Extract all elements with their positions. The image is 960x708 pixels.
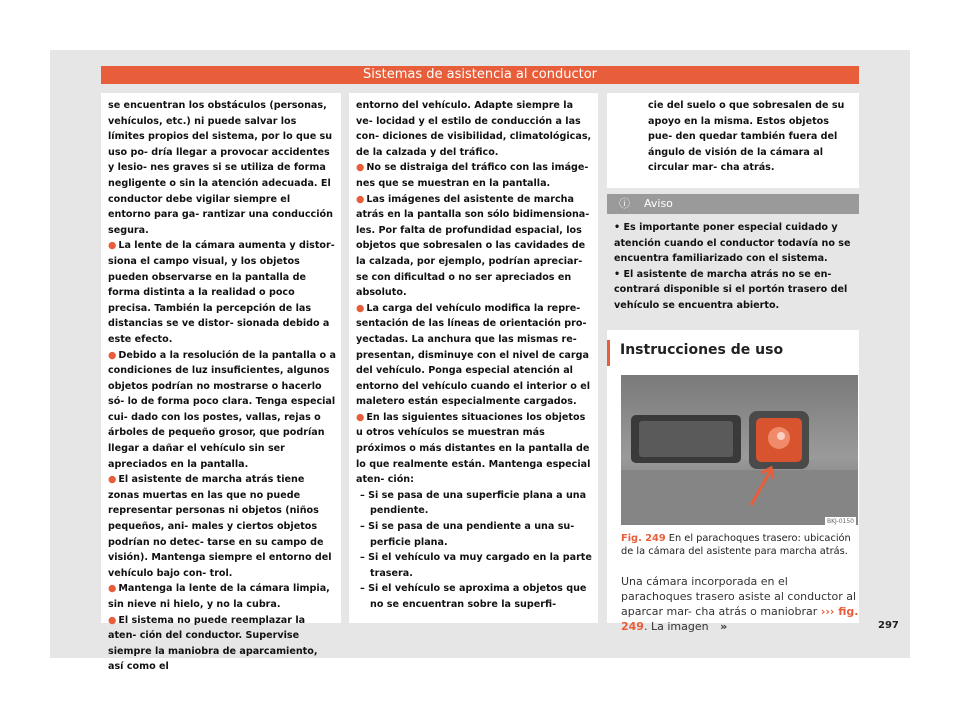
bullet-icon: ● (108, 583, 117, 595)
body-text: Una cámara incorporada en el parachoques trasero asiste al conductor al aparcar mar- cha atrás o maniobrar (621, 575, 857, 618)
col2-dash-1: – Si se pasa de una superficie plana a una pendiente. (360, 489, 587, 517)
page-number: 297 (878, 620, 899, 631)
column-1 (108, 98, 336, 675)
bullet-icon: ● (108, 614, 117, 626)
col1-paragraph: se encuentran los obstáculos (personas, vehículos, etc.) ni puede salvar los límites propios del sistema, por lo que su uso po- dría llegar a provocar accidentes y lesio- nes graves si se utiliza de forma negligente o sin la atención adecuada. El conductor debe vigilar siempre el entorno para ga- rantizar una conducción segura. (108, 100, 333, 236)
bullet-icon: ● (356, 193, 365, 205)
column-2 (356, 98, 592, 613)
bullet-icon: ● (108, 349, 117, 361)
aviso-title: Aviso (644, 197, 673, 210)
bumper-camera-illustration (621, 375, 858, 525)
col2-bullet-3: ● La carga del vehículo modifica la repre- sentación de las líneas de orientación pro- yectadas. La anchura que las mismas re- presentan, disminuye con el nivel de carga del vehículo. Ponga especial atención al entorno del vehículo cuando el interior o el maletero están especialmente cargados. (356, 302, 590, 408)
col2-bullet-1: ● No se distraiga del tráfico con las imáge- nes que se muestran en la pantalla. (356, 162, 589, 189)
figure-code: BKJ-0150 (826, 518, 854, 525)
body-text-2: . La imagen (643, 620, 709, 633)
info-icon: ⓘ (619, 197, 630, 210)
col1-bullet-5: ● El sistema no puede reemplazar la aten- ción del conductor. Supervise siempre la maniobra de aparcamiento, así como el (108, 614, 318, 673)
col1-bullet-3: ● El asistente de marcha atrás tiene zonas muertas en las que no puede representar personas ni objetos (niños pequeños, ani- males y ciertos objetos podrían no detec- tarse en su campo de visión). Mantenga siempre el entorno del vehículo bajo con- trol. (108, 474, 332, 579)
col1-bullet-1: ● La lente de la cámara aumenta y distor- siona el campo visual, y los objetos pueden observarse en la pantalla de forma distinta a la realidad o poco precisa. También la percepción de las distancias se ve distor- sionada debido a este efecto. (108, 240, 335, 345)
bullet-icon: ● (356, 162, 365, 174)
bullet-icon: ● (108, 240, 117, 252)
aviso-text (614, 220, 854, 314)
figure-caption (621, 532, 861, 558)
col2-bullet-4: ● En las siguientes situaciones los objetos u otros vehículos se muestran más próximos o más distantes en la pantalla de lo que realmente están. Mantenga especial aten- ción: (356, 411, 591, 486)
bullet-icon: ● (356, 411, 365, 423)
col1-bullet-2: ● Debido a la resolución de la pantalla o a condiciones de luz insuficientes, algunos objetos podrían no mostrarse o hacerlo só- lo de forma poco clara. Tenga especial cui- dado con los postes, vallas, rejas o árboles de pequeño grosor, que podrían llegar a dañar el vehículo sin ser apreciados en la pantalla. (108, 349, 336, 470)
aviso-body (607, 214, 859, 319)
figure-label: Fig. 249 (621, 533, 666, 544)
col2-paragraph: entorno del vehículo. Adapte siempre la ve- locidad y el estilo de conducción a las con- diciones de visibilidad, climatológicas, de la calzada y del tráfico. (356, 100, 592, 158)
col1-bullet-4: ● Mantenga la lente de la cámara limpia, sin nieve ni hielo, y no la cubra. (108, 583, 330, 610)
section-title: Instrucciones de uso (620, 342, 784, 358)
column-3 (648, 98, 856, 176)
aviso-bullet-1: • Es importante poner especial cuidado y atención cuando el conductor todavía no se encuentra familiarizado con el sistema. (614, 222, 851, 265)
page-header: Sistemas de asistencia al conductor (101, 66, 859, 84)
col2-dash-3: – Si el vehículo va muy cargado en la parte trasera. (360, 552, 592, 579)
aviso-bullet-2: • El asistente de marcha atrás no se en- contrará disponible si el portón trasero del vehículo se encuentra abierto. (614, 268, 848, 311)
col3-paragraph: cie del suelo o que sobresalen de su apoyo en la misma. Estos objetos pue- den quedar también fuera del ángulo de visión de la cámara al circular mar- cha atrás. (648, 100, 845, 174)
figure-photo (621, 375, 858, 525)
bullet-icon: ● (108, 474, 117, 486)
figure-caption-text: En el parachoques trasero: ubicación de la cámara del asistente para marcha atrás. (621, 533, 851, 557)
aviso-header (607, 194, 859, 214)
section-rule (607, 340, 610, 366)
continue-icon: » (720, 620, 728, 633)
col2-dash-4: – Si el vehículo se aproxima a objetos que no se encuentran sobre la superfi- (360, 583, 587, 610)
col2-dash-2: – Si se pasa de una pendiente a una su- perficie plana. (360, 521, 575, 548)
figure-reference-link[interactable]: ››› fig. 249 (621, 605, 859, 633)
body-paragraph (621, 574, 861, 634)
bullet-icon: ● (356, 302, 365, 314)
col2-bullet-2: ● Las imágenes del asistente de marcha atrás en la pantalla son sólo bidimensiona- les. Por falta de profundidad espacial, los objetos que sobresalen o las cavidades de la calzada, por ejemplo, podrían apreciar- se con dificultad o no ser apreciados en absoluto. (356, 193, 590, 299)
